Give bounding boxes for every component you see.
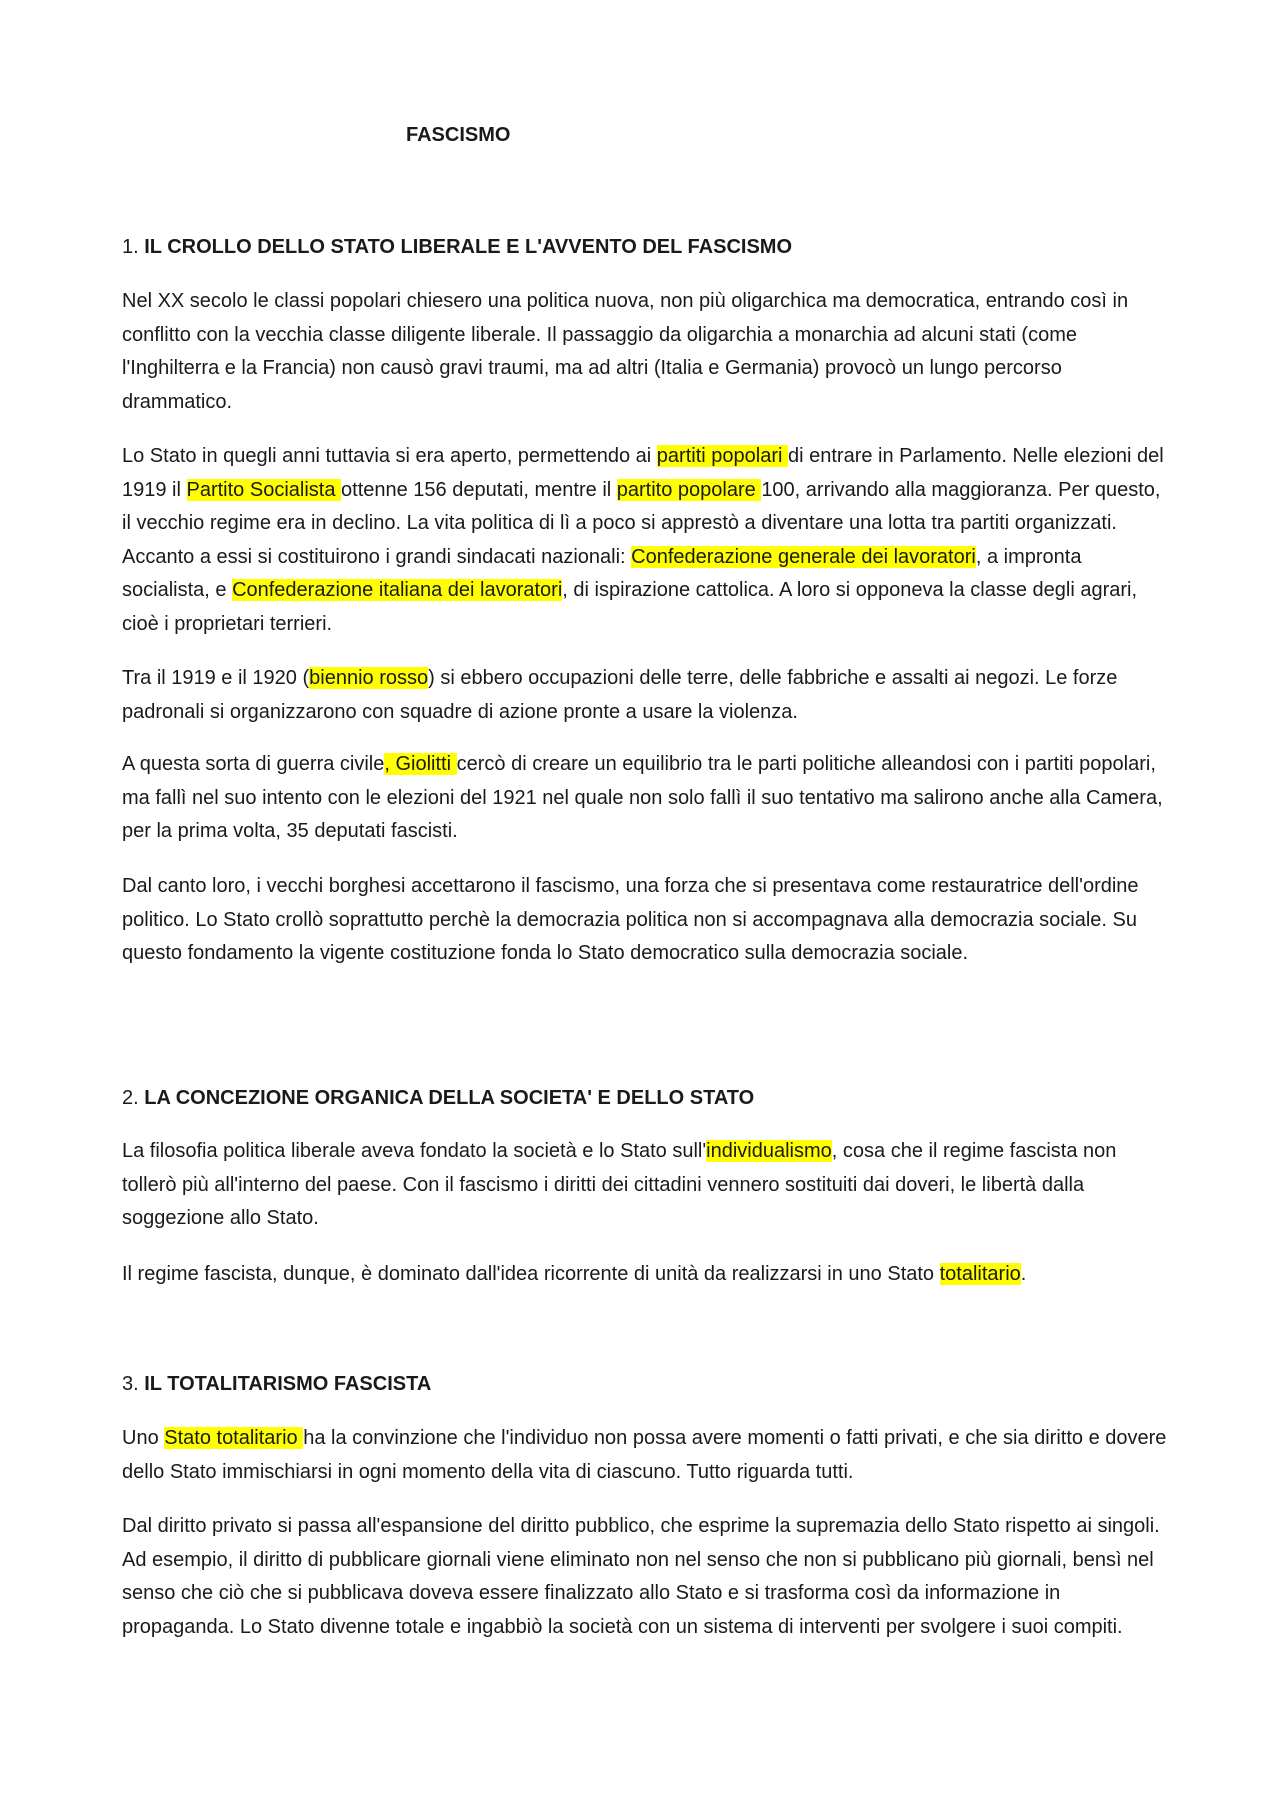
highlight-partito-popolare: partito popolare [616, 478, 762, 501]
s1-paragraph-1: Nel XX secolo le classi popolari chiesero una politica nuova, non più oligarchica ma democratica, entrando così in conflitto con la vecchia classe diligente liberale. Il passaggio da oligarchia a monarchia ad alcuni stati (come l'Inghilterra e la Francia) non causò gravi traumi, ma ad altri (Italia e Germania) provocò un lungo percorso drammatico. [122, 290, 1129, 413]
section-3-title: IL TOTALITARISMO FASCISTA [144, 1373, 432, 1395]
section-1-heading [122, 236, 792, 259]
page-title: FASCISMO [406, 124, 511, 146]
highlight-individualismo: individualismo [706, 1140, 832, 1162]
section-3-number: 3. [122, 1373, 145, 1395]
s3-paragraph-2: Dal diritto privato si passa all'espansione del diritto pubblico, che esprime la supremazia dello Stato rispetto ai singoli. Ad esempio, il diritto di pubblicare giornali viene eliminato non nel senso che non si pubblicano più giornali, bensì nel senso che ciò che si pubblicava doveva essere finalizzato allo Stato e si trasforma così da informazione in propaganda. Lo Stato divenne totale e ingabbiò la società con un sistema di interventi per svolgere i suoi compiti. [122, 1515, 1160, 1638]
s3-paragraph-1: Uno Stato totalitario ha la convinzione che l'individuo non possa avere momenti o fatti privati, e che sia diritto e dovere dello Stato immischiarsi in ogni momento della vita di ciascuno. Tutto riguarda tutti. [122, 1427, 1167, 1483]
s2-paragraph-1: La filosofia politica liberale aveva fondato la società e lo Stato sull'individualismo, cosa che il regime fascista non tollerò più all'interno del paese. Con il fascismo i diritti dei cittadini vennero sostituiti dai doveri, le libertà dalla soggezione allo Stato. [122, 1140, 1117, 1229]
s1-paragraph-5: Dal canto loro, i vecchi borghesi accettarono il fascismo, una forza che si presentava come restauratrice dell'ordine politico. Lo Stato crollò soprattutto perchè la democrazia politica non si accompagnava alla democrazia sociale. Su questo fondamento la vigente costituzione fonda lo Stato democratico sulla democrazia sociale. [122, 875, 1139, 964]
section-1-number: 1. [122, 236, 145, 258]
highlight-confederazione-italiana: Confederazione italiana dei lavoratori [232, 579, 563, 601]
section-3-heading [122, 1373, 431, 1396]
s1-paragraph-4: A questa sorta di guerra civile, Giolitti cercò di creare un equilibrio tra le parti politiche alleandosi con i partiti popolari, ma fallì nel suo intento con le elezioni del 1921 nel quale non solo fallì il suo tentativo ma salirono anche alla Camera, per la prima volta, 35 deputati fascisti. [122, 753, 1163, 842]
highlight-partito-socialista: Partito Socialista [186, 478, 342, 501]
section-1-title: IL CROLLO DELLO STATO LIBERALE E L'AVVENTO DEL FASCISMO [144, 236, 793, 258]
highlight-totalitario: totalitario [939, 1263, 1021, 1285]
highlight-stato-totalitario: Stato totalitario [164, 1427, 304, 1449]
section-2-title: LA CONCEZIONE ORGANICA DELLA SOCIETA' E DELLO STATO [144, 1087, 755, 1109]
section-2-heading [122, 1087, 754, 1110]
section-2-number: 2. [122, 1087, 145, 1109]
highlight-partiti-popolari: partiti popolari [656, 445, 788, 467]
s1-paragraph-3: Tra il 1919 e il 1920 (biennio rosso) si ebbero occupazioni delle terre, delle fabbriche e assalti ai negozi. Le forze padronali si organizzarono con squadre di azione pronte a usare la violenza. [122, 667, 1118, 723]
highlight-giolitti: , Giolitti [384, 753, 457, 775]
s2-paragraph-2: Il regime fascista, dunque, è dominato dall'idea ricorrente di unità da realizzarsi in uno Stato totalitario. [122, 1263, 1027, 1285]
highlight-confederazione-generale: Confederazione generale dei lavoratori [631, 545, 976, 568]
highlight-biennio-rosso: biennio rosso [309, 667, 429, 689]
s1-paragraph-2: Lo Stato in quegli anni tuttavia si era aperto, permettendo ai partiti popolari di entrare in Parlamento. Nelle elezioni del 1919 il Partito Socialista ottenne 156 deputati, mentre il partito popolare 100, arrivando alla maggioranza. Per questo, il vecchio regime era in declino. La vita politica di lì a poco si apprestò a diventare una lotta tra partiti organizzati. Accanto a essi si costituirono i grandi sindacati nazionali: Confederazione generale dei lavoratori, a impronta socialista, e Confederazione italiana dei lavoratori, di ispirazione cattolica. A loro si opponeva la classe degli agrari, cioè i proprietari terrieri. [122, 445, 1164, 635]
